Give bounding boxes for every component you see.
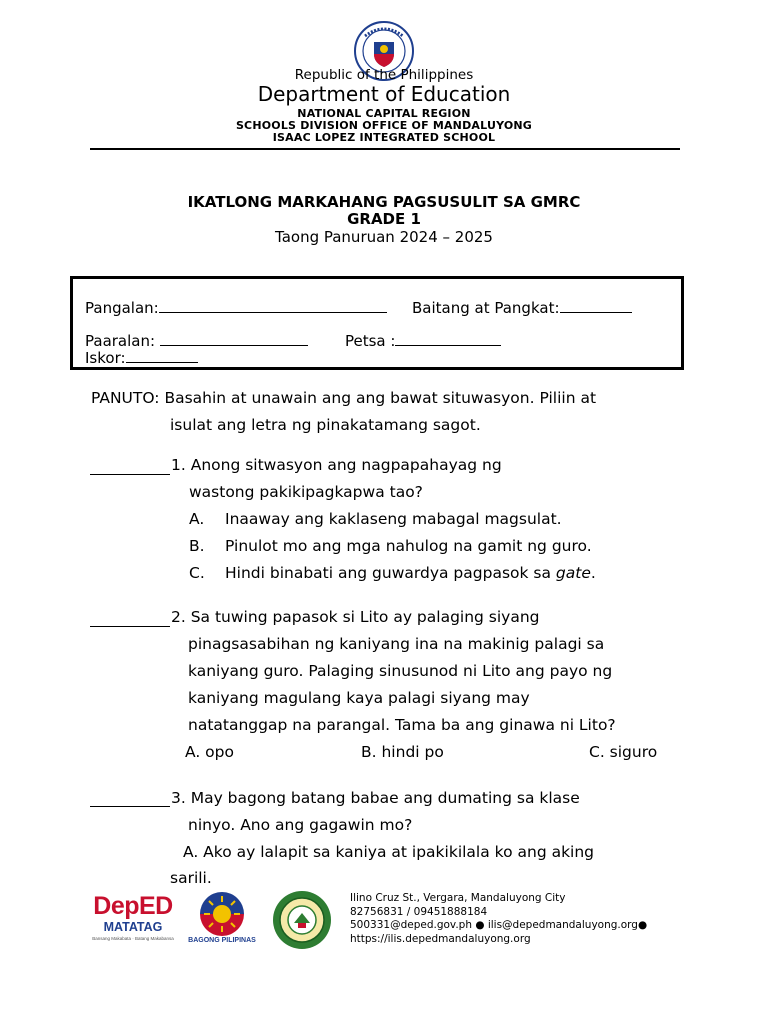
question-2-line-3: kaniyang guro. Palaging sinusunod ni Lito ang payo ng	[188, 662, 613, 680]
region-line: NATIONAL CAPITAL REGION	[297, 107, 471, 120]
bagong-pilipinas-sun-icon	[186, 888, 258, 938]
division-line: SCHOOLS DIVISION OFFICE OF MANDALUYONG	[235, 119, 533, 132]
exam-grade: GRADE 1	[347, 210, 421, 228]
answer-blank-1[interactable]	[90, 474, 170, 475]
bagong-pilipinas-logo	[186, 888, 258, 950]
school-contact-info	[350, 892, 647, 946]
choice-1c-text: Hindi binabati ang guwardya pagpasok sa	[225, 564, 556, 582]
name-label: Pangalan:	[85, 299, 159, 317]
score-label: Iskor:	[85, 349, 126, 367]
choice-1b: Pinulot mo ang mga nahulog na gamit ng guro.	[225, 537, 592, 555]
deped-tagline: Bansang Makabata · Batang Makabansa	[92, 936, 174, 941]
school-address: Ilino Cruz St., Vergara, Mandaluyong City	[350, 892, 566, 904]
question-3-line-1: 3. May bagong batang babae ang dumating sa klase	[171, 789, 580, 807]
grade-section-field[interactable]	[412, 298, 632, 317]
school-label: Paaralan:	[85, 332, 156, 350]
date-field[interactable]	[345, 331, 501, 350]
instructions-line-2: isulat ang letra ng pinakatamang sagot.	[170, 416, 481, 434]
question-1-line-2: wastong pakikipagkapwa tao?	[189, 483, 423, 501]
question-3-line-2: ninyo. Ano ang gagawin mo?	[188, 816, 413, 834]
choice-1b-letter: B.	[189, 537, 205, 555]
school-seal-icon	[272, 890, 332, 950]
header-divider	[90, 148, 680, 150]
choice-2b: B. hindi po	[361, 743, 444, 761]
choice-1c-end: .	[590, 564, 596, 582]
date-label: Petsa :	[345, 332, 396, 350]
name-field[interactable]	[85, 298, 387, 317]
school-website[interactable]: https://ilis.depedmandaluyong.org	[350, 932, 531, 945]
department-title: Department of Education	[257, 82, 511, 106]
grade-section-label: Baitang at Pangkat:	[412, 299, 560, 317]
question-2-line-2: pinagsasabihan ng kaniyang ina na makinig palagi sa	[188, 635, 605, 653]
school-blank[interactable]	[160, 331, 308, 346]
school-phones: 82756831 / 09451888184	[350, 905, 488, 918]
date-blank[interactable]	[395, 331, 501, 346]
choice-1c	[225, 564, 596, 582]
choice-1a: Inaaway ang kaklaseng mabagal magsulat.	[225, 510, 562, 528]
answer-blank-3[interactable]	[90, 806, 170, 807]
school-emails[interactable]: 500331@deped.gov.ph ● ilis@depedmandaluyong.org●	[350, 919, 648, 931]
question-2-line-5: natatanggap na parangal. Tama ba ang ginawa ni Lito?	[188, 716, 616, 734]
answer-blank-2[interactable]	[90, 626, 170, 627]
choice-2c: C. siguro	[589, 743, 658, 761]
republic-line: Republic of the Philippines	[294, 67, 474, 83]
question-2-line-1: 2. Sa tuwing papasok si Lito ay palaging siyang	[171, 608, 540, 626]
school-line: ISAAC LOPEZ INTEGRATED SCHOOL	[272, 131, 496, 144]
choice-1c-letter: C.	[189, 564, 205, 582]
choice-1c-italic: gate	[555, 564, 591, 582]
instructions-line-1: PANUTO: Basahin at unawain ang ang bawat situwasyon. Piliin at	[91, 389, 597, 407]
question-2-line-4: kaniyang magulang kaya palagi siyang may	[188, 689, 530, 707]
grade-section-blank[interactable]	[560, 298, 632, 313]
deped-logo-text: DepED	[93, 892, 173, 920]
choice-2a: A. opo	[185, 743, 234, 761]
exam-title: IKATLONG MARKAHANG PAGSUSULIT SA GMRC	[187, 193, 581, 211]
choice-3a: A. Ako ay lalapit sa kaniya at ipakikilala ko ang aking	[183, 843, 595, 861]
name-blank[interactable]	[159, 298, 387, 313]
school-year: Taong Panuruan 2024 – 2025	[275, 228, 493, 246]
choice-3a-cont: sarili.	[170, 869, 212, 887]
bagong-pilipinas-text: BAGONG PILIPINAS	[188, 937, 256, 944]
score-field[interactable]	[85, 348, 198, 367]
deped-matatag-text: MATATAG	[103, 920, 163, 934]
score-blank[interactable]	[126, 348, 198, 363]
deped-matatag-logo	[90, 888, 176, 950]
choice-1a-letter: A.	[189, 510, 205, 528]
question-1-line-1: 1. Anong sitwasyon ang nagpapahayag ng	[171, 456, 502, 474]
